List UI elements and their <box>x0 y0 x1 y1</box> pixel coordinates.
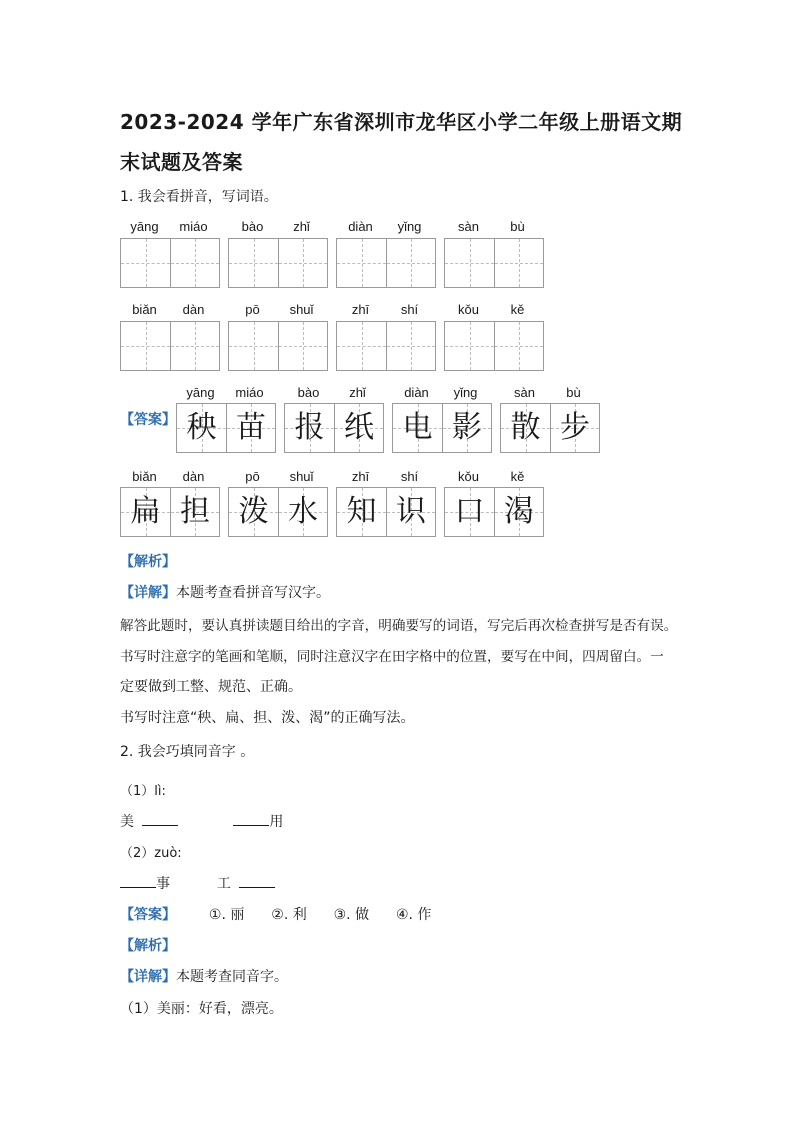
tianzige-cell-empty[interactable] <box>278 322 327 370</box>
pinyin-label: zhǐ <box>293 219 310 234</box>
tianzige-cell-empty[interactable] <box>121 322 170 370</box>
q1-para2a: 书写时注意字的笔画和笔顺，同时注意汉字在田字格中的位置，要写在中间，四周留白。一 <box>120 649 664 665</box>
pinyin-label: zhī <box>351 302 370 317</box>
pinyin-label: yāng <box>186 385 215 400</box>
q2-detail <box>120 966 288 986</box>
tianzige-cell-filled <box>386 488 435 536</box>
q2-answer-2: ②. 利 <box>271 907 307 923</box>
q2-detail-text: 本题考查同音字。 <box>176 969 288 985</box>
q2-line2-word-b: 工 <box>216 876 231 892</box>
tianzige-box-pair <box>500 403 600 453</box>
tianzige-cell-empty[interactable] <box>337 239 386 287</box>
answer-character: 散 <box>510 410 541 445</box>
tianzige-box-pair[interactable] <box>444 238 544 288</box>
pinyin-label: biǎn <box>132 469 157 484</box>
pinyin-label: biǎn <box>132 302 157 317</box>
answer-character: 秧 <box>186 410 217 445</box>
tianzige-cell-filled <box>334 404 383 452</box>
tianzige-cell-filled <box>226 404 275 452</box>
tianzige-group <box>228 219 328 288</box>
pinyin-label: pō <box>245 469 260 484</box>
tianzige-cell-filled <box>550 404 599 452</box>
pinyin-label: shuǐ <box>289 469 314 484</box>
tianzige-cell-empty[interactable] <box>170 239 219 287</box>
tianzige-group <box>176 385 276 453</box>
tianzige-group <box>336 219 436 288</box>
pinyin-label: dàn <box>182 469 205 484</box>
tianzige-cell-empty[interactable] <box>445 239 494 287</box>
pinyin-label: kě <box>510 469 525 484</box>
tianzige-cell-filled <box>501 404 550 452</box>
tianzige-group <box>444 469 544 537</box>
q2-answer-4: ④. 作 <box>395 907 432 923</box>
tianzige-cell-empty[interactable] <box>229 239 278 287</box>
tianzige-cell-filled <box>121 488 170 536</box>
tianzige-box-pair <box>392 403 492 453</box>
q2-sub1: （1）lì: <box>120 784 166 799</box>
tianzige-group <box>120 219 220 288</box>
tianzige-cell-empty[interactable] <box>494 239 543 287</box>
q2-last-line: （1）美丽：好看，漂亮。 <box>120 1001 283 1017</box>
tianzige-box-pair <box>284 403 384 453</box>
tianzige-box-pair[interactable] <box>120 321 220 371</box>
tianzige-box-pair[interactable] <box>336 238 436 288</box>
q2-line1-word-a: 美 <box>120 814 134 830</box>
answer-character: 步 <box>560 410 590 445</box>
pinyin-label: kǒu <box>458 469 479 484</box>
tianzige-cell-empty[interactable] <box>386 322 435 370</box>
pinyin-label: zhī <box>351 469 370 484</box>
tianzige-cell-empty[interactable] <box>337 322 386 370</box>
tianzige-box-pair <box>336 487 436 537</box>
tianzige-cell-filled <box>170 488 219 536</box>
q2-detail-label: 【详解】 <box>120 969 176 985</box>
answer-character: 渴 <box>504 494 534 529</box>
q2-answer-3: ③. 做 <box>333 907 370 923</box>
q1-para1: 解答此题时，要认真拼读题目给出的字音，明确要写的词语，写完后再次检查拼写是否有误。 <box>120 618 678 634</box>
tianzige-group <box>120 302 220 371</box>
pinyin-label: dàn <box>182 302 205 317</box>
answer-character: 口 <box>454 494 485 529</box>
pinyin-label: yǐng <box>397 219 422 234</box>
q1-detail-label: 【详解】 <box>120 585 176 601</box>
q1-detail-text: 本题考查看拼音写汉字。 <box>176 585 330 601</box>
tianzige-box-pair[interactable] <box>336 321 436 371</box>
tianzige-group <box>284 385 384 453</box>
pinyin-label: pō <box>245 302 260 317</box>
q1-answer-label: 【答案】 <box>120 412 176 428</box>
tianzige-cell-filled <box>393 404 442 452</box>
q2-line2 <box>120 873 275 893</box>
tianzige-box-pair[interactable] <box>228 238 328 288</box>
q2-blank-4[interactable] <box>239 873 275 888</box>
tianzige-cell-empty[interactable] <box>121 239 170 287</box>
tianzige-group <box>228 302 328 371</box>
q1-para3: 书写时注意“秧、扁、担、泼、渴”的正确写法。 <box>120 710 415 726</box>
pinyin-label: bù <box>566 385 581 400</box>
tianzige-cell-filled <box>442 404 491 452</box>
tianzige-group <box>336 302 436 371</box>
tianzige-cell-filled <box>278 488 327 536</box>
tianzige-cell-empty[interactable] <box>494 322 543 370</box>
answer-character: 扁 <box>130 494 161 529</box>
tianzige-box-pair <box>228 487 328 537</box>
pinyin-label: miáo <box>179 219 208 234</box>
tianzige-cell-empty[interactable] <box>386 239 435 287</box>
answer-character: 知 <box>346 494 377 529</box>
tianzige-group <box>336 469 436 537</box>
answer-character: 识 <box>396 494 426 529</box>
tianzige-cell-filled <box>337 488 386 536</box>
answer-character: 担 <box>180 494 210 529</box>
q2-sub2: （2）zuò: <box>120 846 182 861</box>
answer-character: 电 <box>402 410 433 445</box>
tianzige-box-pair <box>120 487 220 537</box>
q1-detail <box>120 582 330 602</box>
pinyin-label: kě <box>510 302 525 317</box>
pinyin-label: shuǐ <box>289 302 314 317</box>
tianzige-group <box>120 469 220 537</box>
pinyin-label: shí <box>400 469 419 484</box>
q2-blank-2[interactable] <box>233 811 269 826</box>
pinyin-label: diàn <box>348 219 373 234</box>
tianzige-cell-filled <box>177 404 226 452</box>
q2-line2-word-a: 事 <box>156 876 170 892</box>
pinyin-label: bào <box>241 219 264 234</box>
pinyin-label: sàn <box>458 219 479 234</box>
pinyin-label: miáo <box>235 385 264 400</box>
pinyin-label: bào <box>297 385 320 400</box>
pinyin-label: yǐng <box>453 385 478 400</box>
tianzige-group <box>392 385 492 453</box>
tianzige-cell-filled <box>229 488 278 536</box>
answer-character: 报 <box>294 410 325 445</box>
tianzige-group <box>500 385 600 453</box>
answer-character: 影 <box>452 410 482 445</box>
q2-blank-3[interactable] <box>120 873 156 888</box>
q2-line1 <box>120 811 283 831</box>
pinyin-label: bù <box>510 219 525 234</box>
tianzige-cell-empty[interactable] <box>229 322 278 370</box>
pinyin-label: zhǐ <box>349 385 366 400</box>
tianzige-cell-empty[interactable] <box>445 322 494 370</box>
q2-blank-1[interactable] <box>142 811 178 826</box>
tianzige-box-pair <box>176 403 276 453</box>
answer-character: 纸 <box>344 410 374 445</box>
tianzige-group <box>444 302 544 371</box>
q2-answer-1: ①. 丽 <box>208 907 245 923</box>
answer-character: 苗 <box>236 410 266 445</box>
q2-answer-row <box>120 904 431 924</box>
tianzige-cell-filled <box>285 404 334 452</box>
q1-analysis-label: 【解析】 <box>120 554 176 570</box>
answer-character: 泼 <box>238 494 269 529</box>
page-title-line2: 末试题及答案 <box>120 150 243 174</box>
pinyin-label: shí <box>400 302 419 317</box>
q1-prompt: 1. 我会看拼音，写词语。 <box>120 189 278 205</box>
pinyin-label: diàn <box>404 385 429 400</box>
tianzige-box-pair[interactable] <box>120 238 220 288</box>
pinyin-label: kǒu <box>458 302 479 317</box>
answer-character: 水 <box>288 494 318 529</box>
tianzige-cell-empty[interactable] <box>170 322 219 370</box>
pinyin-label: sàn <box>514 385 535 400</box>
tianzige-box-pair <box>444 487 544 537</box>
tianzige-box-pair[interactable] <box>444 321 544 371</box>
tianzige-cell-filled <box>494 488 543 536</box>
q2-answer-label: 【答案】 <box>120 907 176 923</box>
pinyin-label: yāng <box>130 219 159 234</box>
q2-line1-word-b: 用 <box>269 814 284 830</box>
tianzige-group <box>228 469 328 537</box>
q2-analysis-label: 【解析】 <box>120 938 176 954</box>
q1-para2b: 定要做到工整、规范、正确。 <box>120 679 302 695</box>
q2-prompt: 2. 我会巧填同音字 。 <box>120 744 255 760</box>
page-title-line1: 2023-2024 学年广东省深圳市龙华区小学二年级上册语文期 <box>120 110 683 134</box>
tianzige-cell-empty[interactable] <box>278 239 327 287</box>
tianzige-group <box>444 219 544 288</box>
tianzige-box-pair[interactable] <box>228 321 328 371</box>
tianzige-cell-filled <box>445 488 494 536</box>
